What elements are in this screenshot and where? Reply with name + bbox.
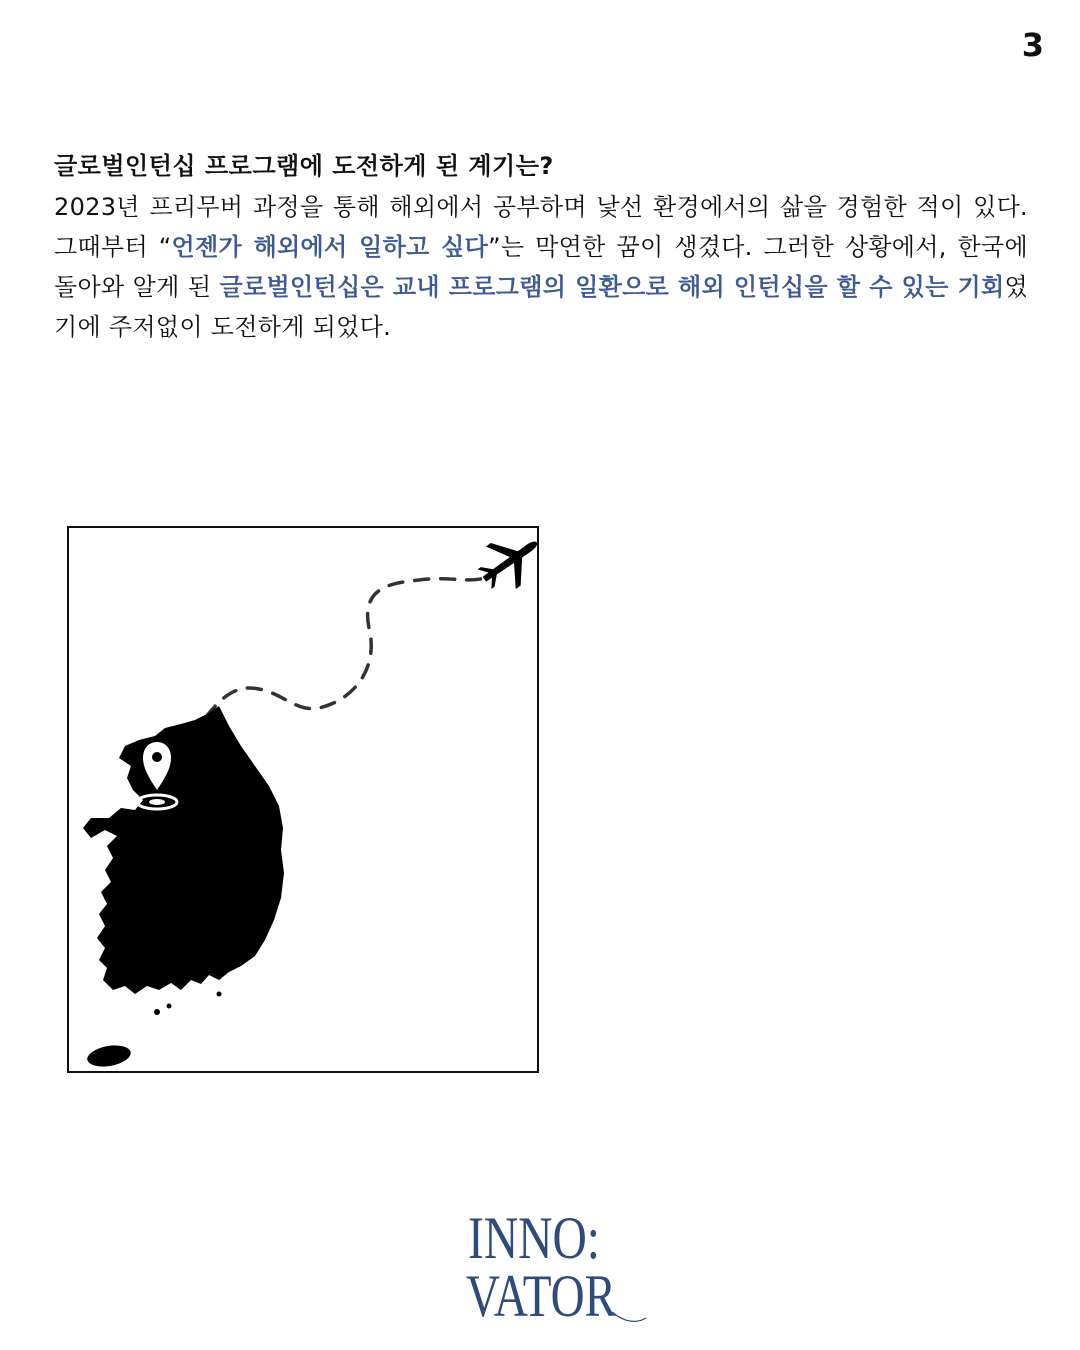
section-question: 글로벌인턴십 프로그램에 도전하게 된 계기는? xyxy=(54,152,554,180)
jeju-island xyxy=(86,1042,133,1069)
innovator-logo xyxy=(462,1200,652,1330)
highlight-phrase: 글로벌인턴십은 교내 프로그램의 일환으로 해외 인턴십을 할 수 있는 기회 xyxy=(219,273,1005,301)
answer-text-2: ”는 막연한 꿈이 생겼다. 그러한 상황에서, 한국에 돌아와 알게 된 xyxy=(54,233,1029,301)
page-number: 3 xyxy=(1021,26,1044,64)
korea-map-icon xyxy=(83,706,284,994)
answer-text-1: 2023년 프리무버 과정을 통해 해외에서 공부하며 낯선 환경에서의 삶을 경험한 적이 있다. 그때부터 “ xyxy=(54,193,1028,261)
answer-text-3: 였기에 주저없이 도전하게 되었다. xyxy=(54,273,1028,341)
logo-line-1: INNO: xyxy=(468,1205,600,1271)
map-illustration xyxy=(67,526,539,1073)
logo-line-2: VATOR xyxy=(466,1263,616,1329)
highlight-quote: 언젠가 해외에서 일하고 싶다 xyxy=(171,233,489,261)
answer-paragraph xyxy=(54,187,1028,347)
airplane-icon xyxy=(470,528,537,601)
article-content xyxy=(54,146,1028,347)
